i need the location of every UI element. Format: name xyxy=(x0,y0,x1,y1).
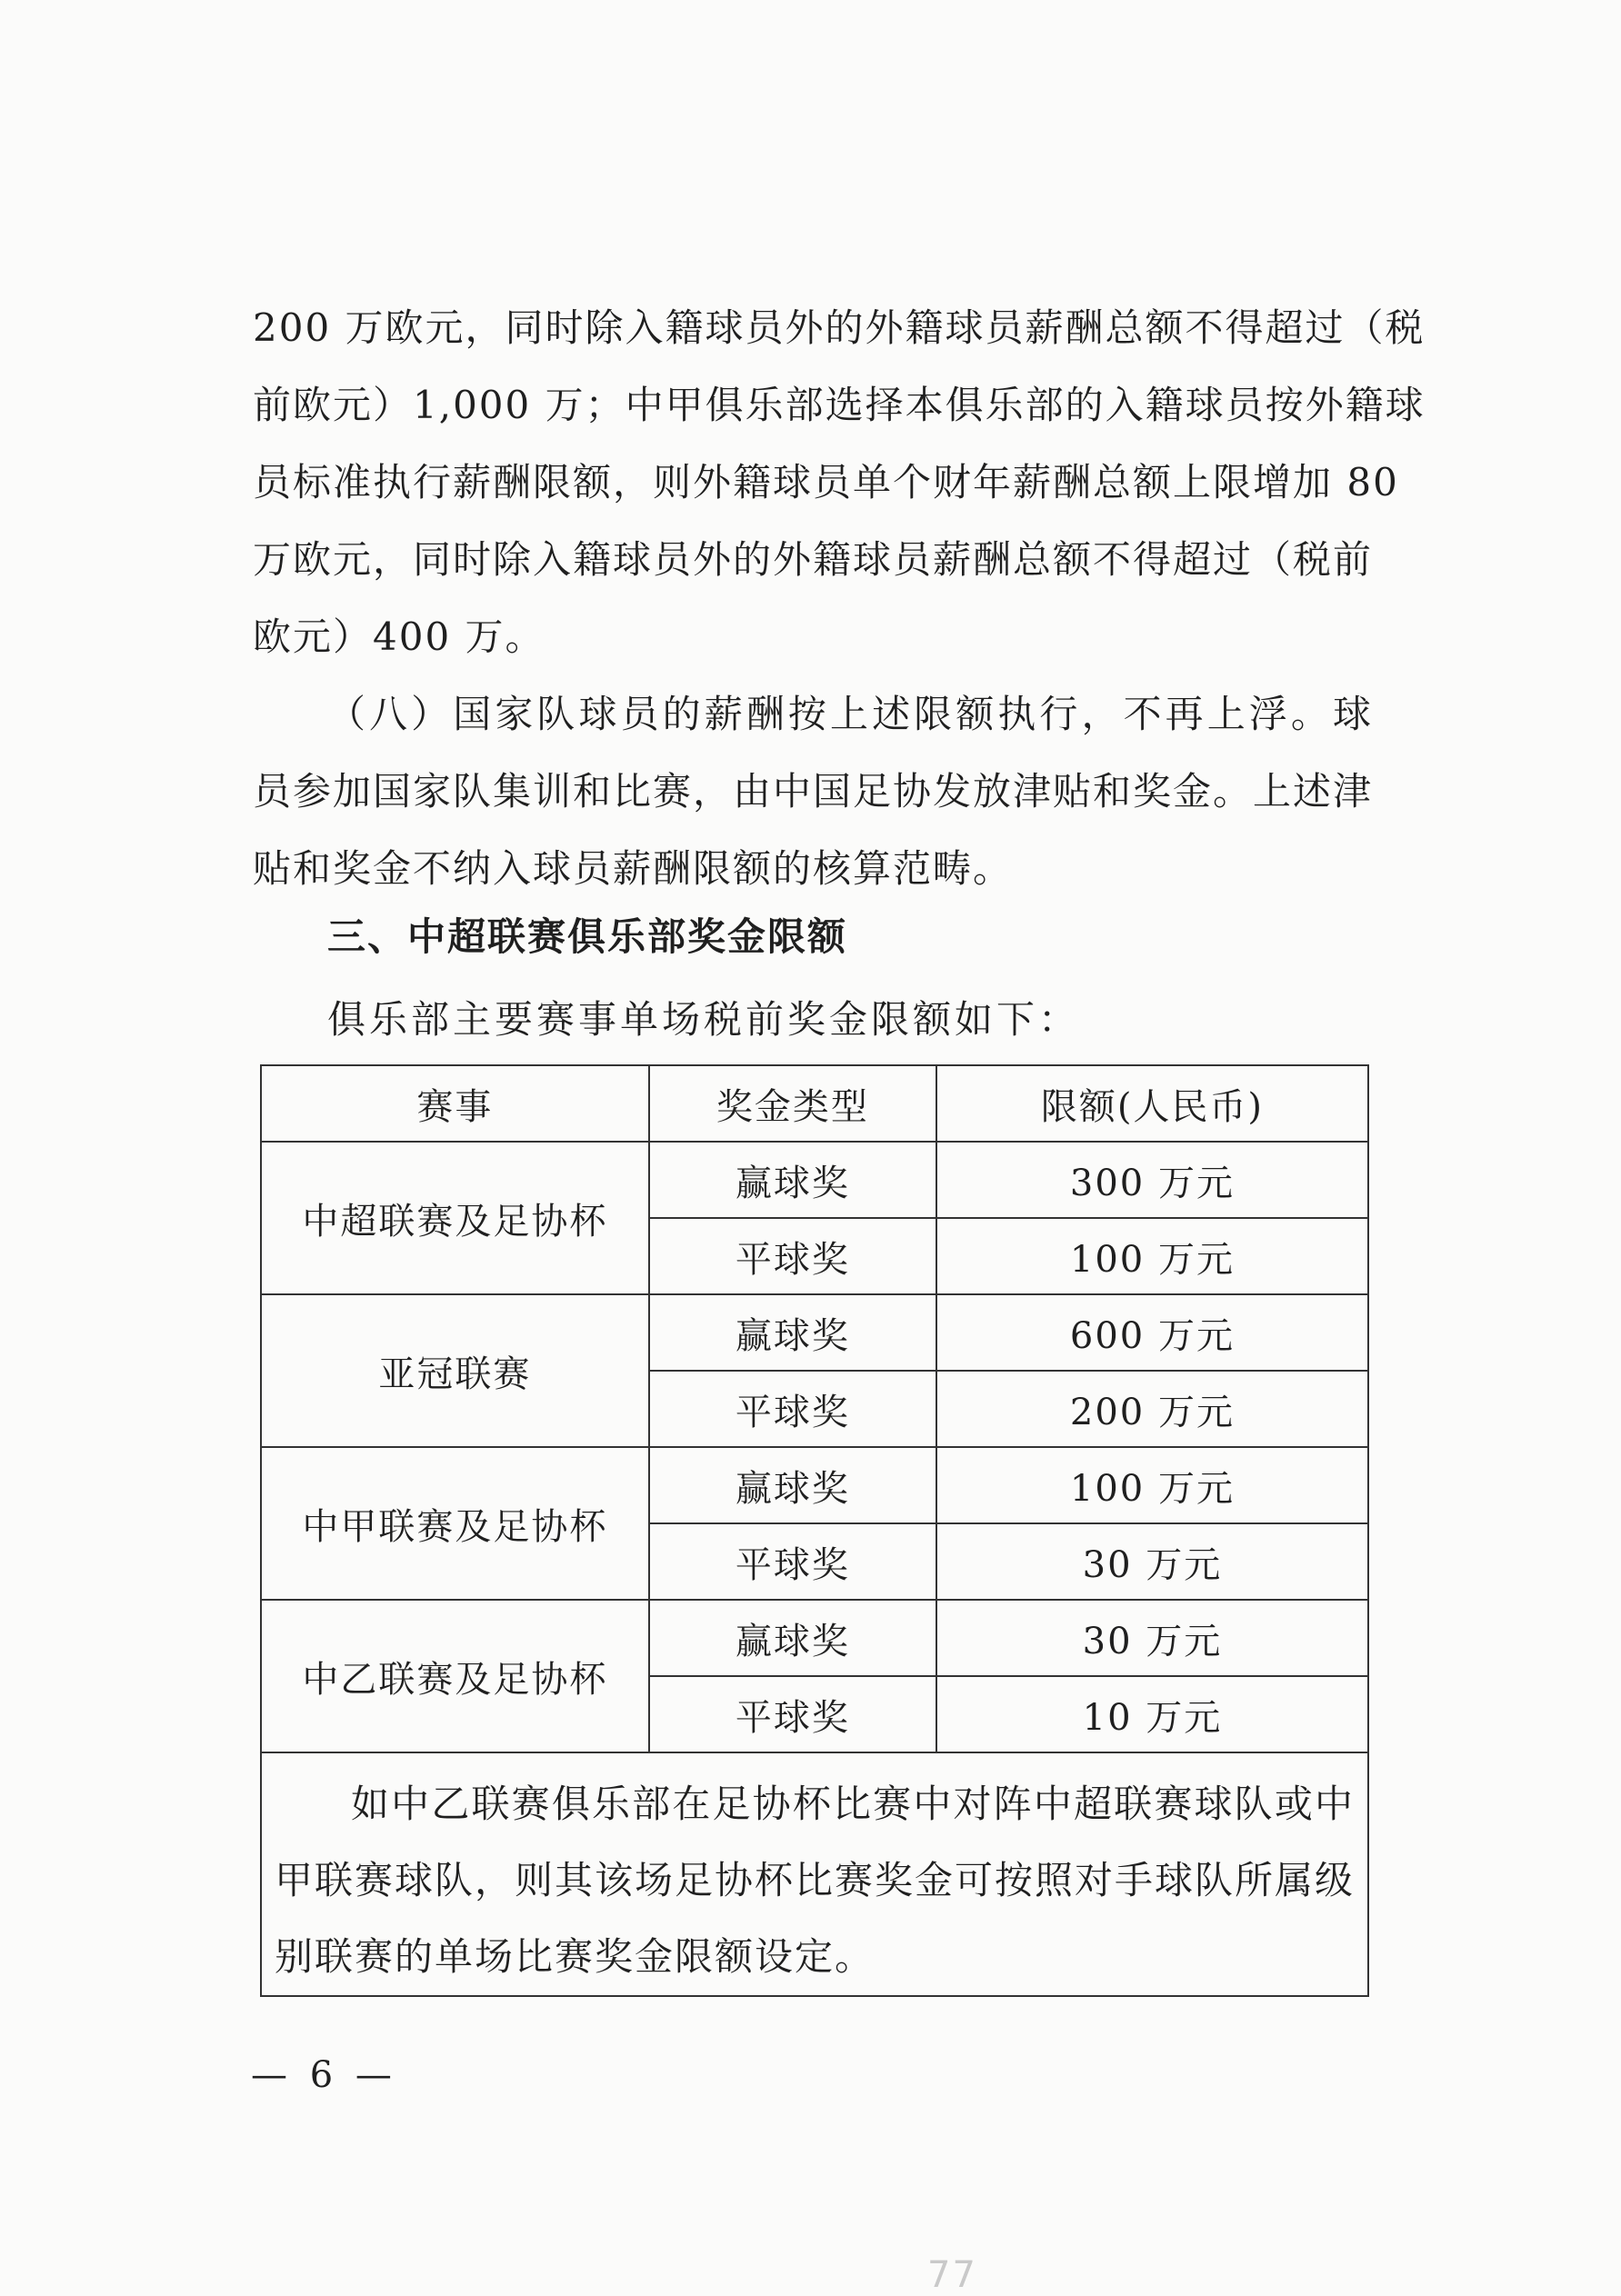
prize-type-cell: 赢球奖 xyxy=(649,1294,936,1371)
prize-type-cell: 平球奖 xyxy=(649,1523,936,1600)
limit-cell: 600 万元 xyxy=(936,1294,1368,1371)
event-cell: 亚冠联赛 xyxy=(261,1294,649,1447)
table-header-row xyxy=(261,1065,1368,1142)
body-line-3: 员标准执行薪酬限额，则外籍球员单个财年薪酬总额上限增加 80 xyxy=(253,460,1399,504)
table-note xyxy=(261,1752,1368,1996)
limit-cell: 30 万元 xyxy=(936,1523,1368,1600)
body-line-5: 欧元）400 万。 xyxy=(253,614,545,659)
limit-cell: 100 万元 xyxy=(936,1218,1368,1294)
body-line-1: 200 万欧元，同时除入籍球员外的外籍球员薪酬总额不得超过（税 xyxy=(253,305,1426,350)
watermark: 77 xyxy=(927,2254,977,2296)
prize-limit-table xyxy=(260,1064,1369,1997)
note-line-3: 别联赛的单场比赛奖金限额设定。 xyxy=(275,1934,876,1979)
prize-type-cell: 赢球奖 xyxy=(649,1600,936,1676)
limit-cell: 100 万元 xyxy=(936,1447,1368,1523)
body-line-2: 前欧元）1,000 万；中甲俱乐部选择本俱乐部的入籍球员按外籍球 xyxy=(253,383,1426,427)
page-number: — 6 — xyxy=(251,2054,397,2096)
prize-type-cell: 平球奖 xyxy=(649,1371,936,1447)
table-note-row xyxy=(261,1752,1368,1996)
header-limit: 限额(人民币) xyxy=(936,1065,1368,1142)
para8-line-2: 员参加国家队集训和比赛，由中国足协发放津贴和奖金。上述津 xyxy=(253,769,1374,814)
para8-line-3: 贴和奖金不纳入球员薪酬限额的核算范畴。 xyxy=(253,846,1014,891)
note-line-1: 如中乙联赛俱乐部在足协杯比赛中对阵中超联赛球队或中 xyxy=(351,1782,1356,1826)
body-line-4: 万欧元，同时除入籍球员外的外籍球员薪酬总额不得超过（税前 xyxy=(253,537,1374,582)
limit-cell: 300 万元 xyxy=(936,1142,1368,1218)
event-cell: 中乙联赛及足协杯 xyxy=(261,1600,649,1752)
prize-type-cell: 赢球奖 xyxy=(649,1142,936,1218)
table-row xyxy=(261,1294,1368,1371)
table-row xyxy=(261,1600,1368,1676)
limit-cell: 200 万元 xyxy=(936,1371,1368,1447)
table-row xyxy=(261,1142,1368,1218)
para8-line-1: （八）国家队球员的薪酬按上述限额执行，不再上浮。球 xyxy=(327,692,1373,736)
prize-type-cell: 平球奖 xyxy=(649,1676,936,1752)
prize-type-cell: 赢球奖 xyxy=(649,1447,936,1523)
event-cell: 中甲联赛及足协杯 xyxy=(261,1447,649,1600)
header-prize-type: 奖金类型 xyxy=(649,1065,936,1142)
table-row xyxy=(261,1447,1368,1523)
table-intro: 俱乐部主要赛事单场税前奖金限额如下： xyxy=(327,997,1081,1042)
note-line-2: 甲联赛球队，则其该场足协杯比赛奖金可按照对手球队所属级 xyxy=(275,1858,1356,1902)
header-event: 赛事 xyxy=(261,1065,649,1142)
section-heading: 三、中超联赛俱乐部奖金限额 xyxy=(327,914,848,959)
prize-type-cell: 平球奖 xyxy=(649,1218,936,1294)
limit-cell: 30 万元 xyxy=(936,1600,1368,1676)
event-cell: 中超联赛及足协杯 xyxy=(261,1142,649,1294)
limit-cell: 10 万元 xyxy=(936,1676,1368,1752)
